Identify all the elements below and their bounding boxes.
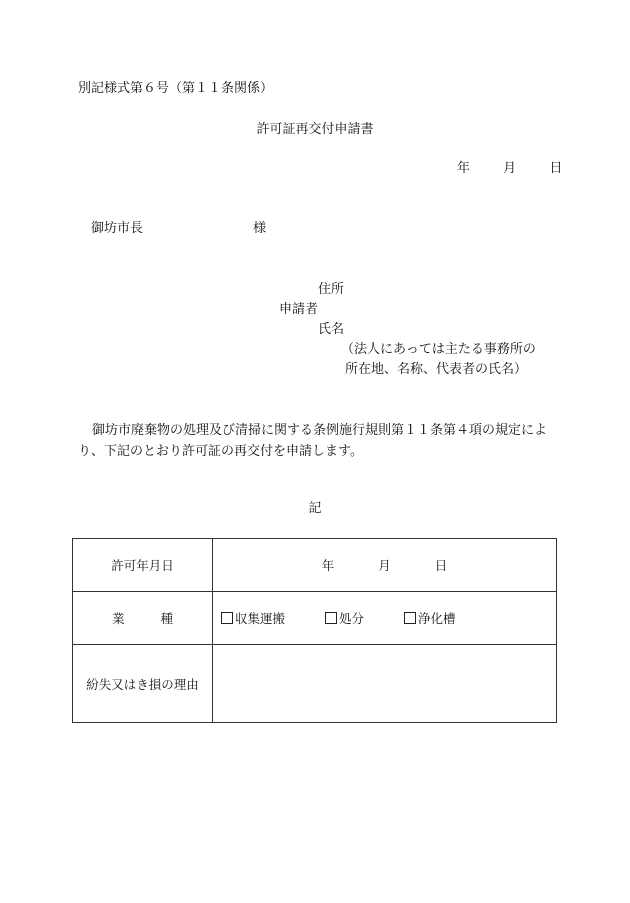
- corporate-note-line2: 所在地、名称、代表者の氏名）: [345, 362, 528, 377]
- permit-date-field[interactable]: [213, 539, 557, 592]
- document-title: 許可証再交付申請書: [256, 122, 374, 137]
- business-type-label: [73, 592, 213, 645]
- checkbox-icon[interactable]: [404, 612, 416, 624]
- permit-day-label: 日: [434, 558, 448, 573]
- business-type-label-part1: 業: [111, 611, 125, 626]
- application-table: [72, 538, 557, 723]
- applicant-label: 申請者: [279, 302, 319, 317]
- checkbox-icon[interactable]: [221, 612, 233, 624]
- business-type-options: [213, 592, 557, 645]
- table-row: [73, 592, 557, 645]
- option-septic-tank[interactable]: [404, 609, 456, 627]
- loss-reason-label: 紛失又はき損の理由: [73, 645, 213, 723]
- date-day-label: 日: [549, 161, 563, 176]
- option-label: 収集運搬: [235, 611, 286, 626]
- permit-year-label: 年: [321, 558, 335, 573]
- addressee-honorific: 様: [253, 221, 267, 236]
- body-text: 御坊市廃棄物の処理及び清掃に関する条例施行規則第１１条第４項の規定により、下記のとおり許可証の再交付を申請します。: [78, 423, 548, 459]
- addressee: [91, 221, 266, 237]
- checkbox-icon[interactable]: [325, 612, 337, 624]
- table-row: [73, 645, 557, 723]
- addressee-name: 御坊市長: [91, 221, 144, 236]
- form-number: 別記様式第６号（第１１条関係）: [78, 81, 274, 96]
- table-row: [73, 539, 557, 592]
- option-label: 処分: [339, 611, 365, 626]
- business-type-label-part2: 種: [160, 611, 174, 626]
- option-disposal[interactable]: [325, 609, 364, 627]
- permit-month-label: 月: [378, 558, 391, 573]
- option-label: 浄化槽: [418, 611, 456, 626]
- address-label: 住所: [318, 282, 345, 297]
- name-label: 氏名: [318, 322, 345, 337]
- loss-reason-field[interactable]: [213, 645, 557, 723]
- permit-date-label: 許可年月日: [73, 539, 213, 592]
- record-heading: 記: [308, 501, 322, 516]
- corporate-note-line1: （法人にあっては主たる事務所の: [341, 342, 536, 357]
- date-month-label: 月: [503, 161, 517, 176]
- date-line: [457, 161, 562, 177]
- date-year-label: 年: [457, 161, 471, 176]
- option-collection-transport[interactable]: [221, 609, 285, 627]
